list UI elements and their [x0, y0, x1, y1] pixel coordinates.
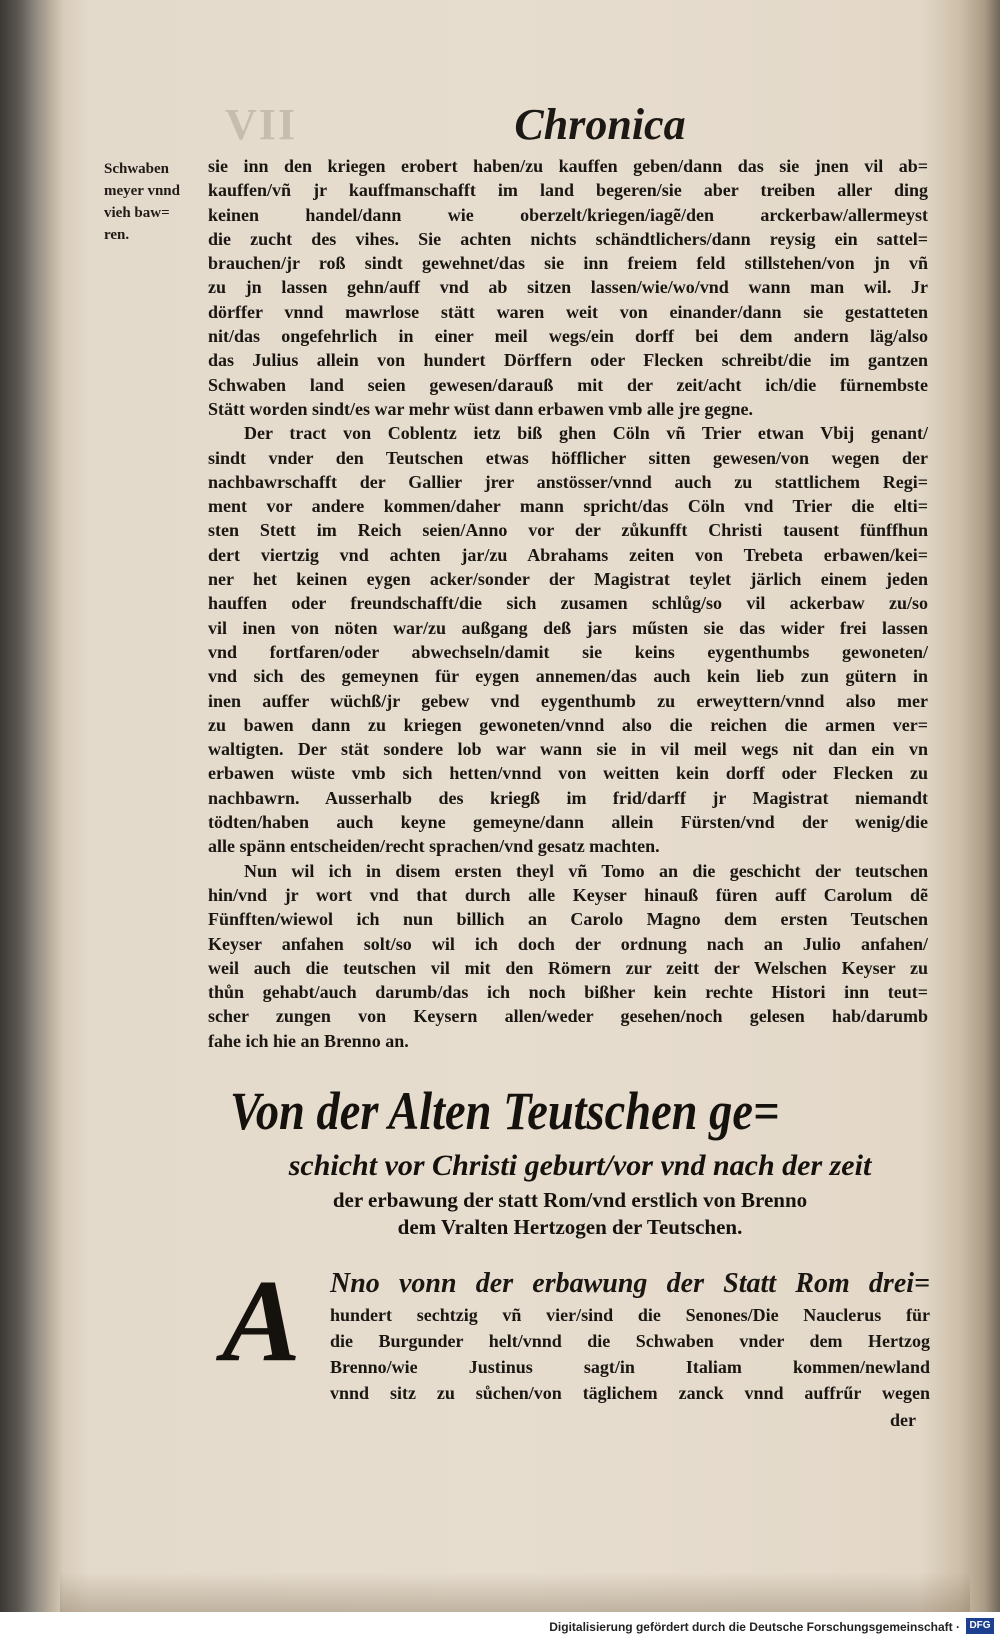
dfg-logo: DFG: [966, 1618, 994, 1634]
text-line: die zucht des vihes. Sie achten nichts schändtlichers/dann reysig ein sattel=: [208, 228, 928, 249]
text-line: nachbawrn. Ausserhalb des kriegß im frid/darff jr Magistrat niemandt: [208, 787, 928, 808]
margin-note: [104, 158, 200, 246]
text-line: Stätt worden sindt/es war mehr wüst dann erbawen vmb alle jre gegne.: [208, 398, 753, 419]
margin-note-line: meyer vnnd: [104, 183, 180, 199]
text-line: Nun wil ich in disem ersten theyl vñ Tomo an die geschicht der teutschen: [244, 860, 928, 881]
catchword: der: [890, 1410, 916, 1430]
text-line: alle spänn entscheiden/recht sprachen/vnd gesatz machten.: [208, 836, 660, 857]
bleed-through-numeral: VII: [225, 100, 298, 149]
text-line: weil auch die teutschen vil mit den Römern zur zeitt der Welschen Keyser zu: [208, 957, 928, 978]
text-line: inen auffer wüchß/jr gebew vnd eygenthumb zu erweyttern/vnnd also mer: [208, 690, 928, 711]
section-text: [330, 1266, 930, 1406]
text-line: tödten/haben auch keyne gemeyne/dann allein Fürsten/vnd der wenig/die: [208, 812, 928, 833]
text-line: brauchen/jr roß sindt gewehnet/das sie inn freiem feld stillstehen/von jn vñ: [208, 253, 928, 274]
text-line: Fünfften/wiewol ich nun billich an Carolo Magno dem ersten Teutschen: [208, 909, 928, 930]
section-subheading-line: dem Vralten Hertzogen der Teutschen.: [397, 1215, 743, 1239]
text-line: sie inn den kriegen erobert haben/zu kauffen geben/dann das sie jnen vil ab=: [208, 156, 928, 176]
text-line: zu jn lassen gehn/auff vnd ab sitzen lassen/wie/wo/vnd wann man wil. Jr: [208, 277, 928, 298]
text-line: waltigten. Der stät sondere lob war wann sie in vil meil wegs nit dan ein vn: [208, 739, 928, 760]
text-line: vnnd sitz zu sůchen/von täglichem zanck vnnd auffrűr wegen: [330, 1383, 930, 1403]
section-heading: Von der Alten Teutschen ge=: [230, 1081, 780, 1141]
text-line: erbawen wüste vmb sich hetten/vnnd von weitten kein dorff oder Flecken zu: [208, 763, 928, 784]
section-subheading: schicht vor Christi geburt/vor vnd nach der zeit: [288, 1149, 872, 1182]
text-line: nit/das ongefehrlich in einer meil wegs/ein dorff bei dem andern läg/also: [208, 326, 928, 347]
text-line: sindt vnder den Teutschen etwas höfflicher sitten gewesen/von wegen der: [208, 447, 928, 468]
text-line: ment vor andere kommen/daher mann spricht/das Cöln vnd Trier die elti=: [208, 496, 928, 517]
margin-note-line: ren.: [104, 227, 130, 243]
text-line: ner het keinen eygen acker/sonder der Magistrat teylet järlich einem jeden: [208, 569, 928, 590]
margin-note-line: Schwaben: [104, 161, 170, 177]
body-text: [208, 154, 928, 1053]
text-line: Schwaben land seien gewesen/darauß mit der zeit/acht ich/die fürnembste: [208, 374, 928, 395]
text-line: thůn gehabt/auch darumb/das ich noch bißher kein rechte Histori inn teut=: [208, 982, 928, 1003]
text-line: Brenno/wie Justinus sagt/in Italiam kommen/newland: [330, 1357, 930, 1377]
text-line: vil inen von nöten war/zu außgang deß jars műsten sie das wider frei lassen: [208, 617, 928, 638]
text-line: Keyser anfahen solt/so wil ich doch der ordnung nach an Julio anfahen/: [208, 933, 928, 954]
text-line: keinen handel/dann wie oberzelt/kriegen/iagẽ/den arckerbaw/allermeyst: [208, 204, 928, 225]
text-line: Der tract von Coblentz ietz biß ghen Cöln vñ Trier etwan Vbij genant/: [244, 423, 928, 444]
text-line: das Julius allein von hundert Dörffern oder Flecken schreibt/die im gantzen: [208, 350, 928, 371]
text-line: scher zungen von Keysern allen/weder gesehen/noch gelesen hab/darumb: [208, 1006, 928, 1027]
text-line: zu bawen dann zu kriegen gewoneten/vnnd also die reichen die armen ver=: [208, 714, 928, 735]
text-line: sten Stett im Reich seien/Anno vor der zůkunfft Christi tausent fünffhun: [208, 520, 928, 541]
text-line: vnd sich des gemeynen für eygen annemen/das auch kein lieb zun gütern in: [208, 666, 928, 687]
text-line: vnd fortfaren/oder abwechseln/damit sie keins eygenthumbs gewoneten/: [208, 641, 928, 662]
text-line: hin/vnd jr wort vnd that durch alle Keyser hinauß füren auff Carolum dẽ: [208, 884, 928, 905]
running-title: Chronica: [514, 100, 686, 149]
text-line: die Burgunder helt/vnnd die Schwaben vnder dem Hertzog: [330, 1331, 930, 1351]
funding-credit: Digitalisierung gefördert durch die Deutsche Forschungsgemeinschaft ·: [549, 1620, 960, 1634]
margin-note-line: vieh baw=: [104, 205, 170, 221]
text-line: dert viertzig vnd achten jar/zu Abrahams zeiten von Trebeta erbawen/kei=: [208, 544, 928, 565]
text-line: kauffen/vñ jr kauffmanschafft im land begeren/sie aber treiben aller ding: [208, 180, 928, 201]
text-line: nachbawrschafft der Gallier jrer anstösser/vnnd auch zu stattlichem Regi=: [208, 471, 928, 492]
text-line: hundert sechtzig vñ vier/sind die Senones/Die Nauclerus für: [330, 1305, 930, 1325]
text-line: Nno vonn der erbawung der Statt Rom drei=: [330, 1268, 930, 1299]
text-line: dörffer vnnd mawrlose stätt waren weit von einander/dann sie gestatteten: [208, 301, 928, 322]
footer-bar: [0, 1612, 1000, 1642]
text-line: fahe ich hie an Brenno an.: [208, 1030, 409, 1051]
text-line: hauffen oder freundschafft/die sich zusamen schlůg/so vil ackerbaw zu/so: [208, 593, 928, 614]
drop-cap: A: [222, 1255, 301, 1386]
section-subheading-line: der erbawung der statt Rom/vnd erstlich von Brenno: [332, 1188, 808, 1212]
